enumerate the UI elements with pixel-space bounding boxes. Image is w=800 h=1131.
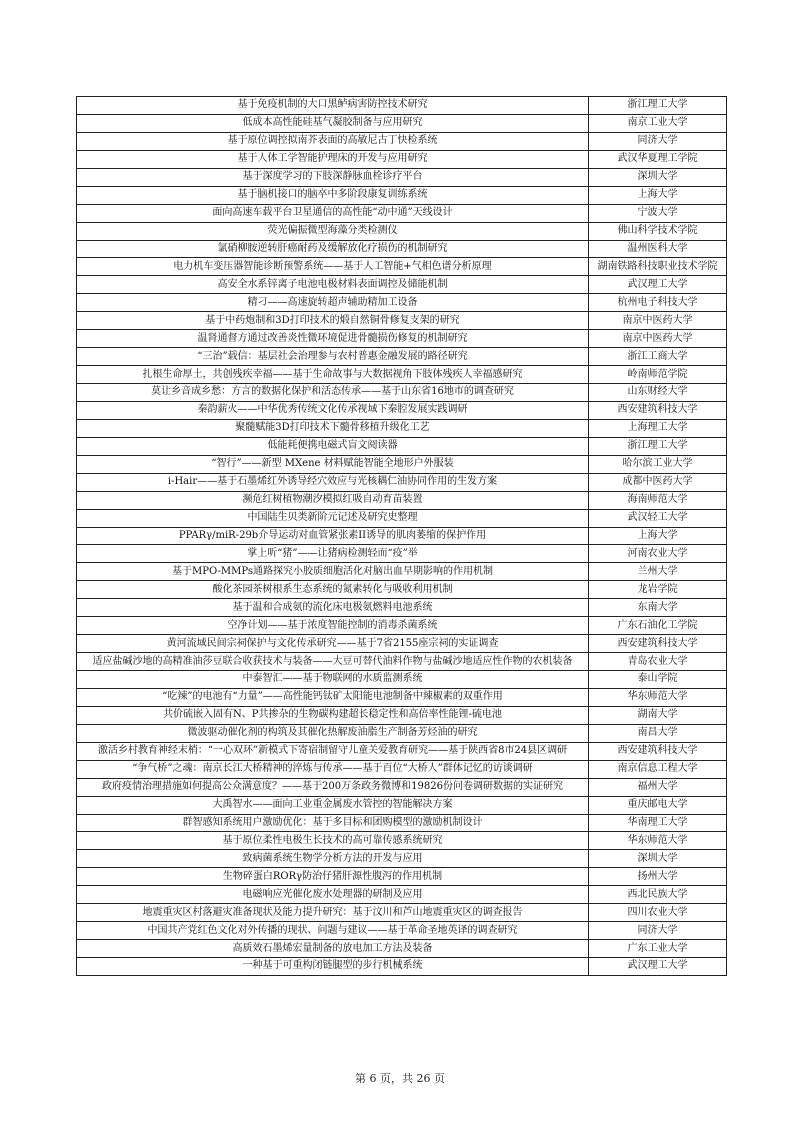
table-row [77, 688, 727, 706]
project-title-cell: 温肾通督方通过改善炎性微环境促进骨髓损伤修复的机制研究 [77, 330, 589, 348]
university-cell: 浙江理工大学 [589, 437, 727, 455]
table-row [77, 958, 727, 976]
university-cell: 龙岩学院 [589, 581, 727, 599]
table-row [77, 150, 727, 168]
table-row [77, 168, 727, 186]
university-cell: 深圳大学 [589, 850, 727, 868]
university-cell: 岭南师范学院 [589, 366, 727, 384]
table-row [77, 473, 727, 491]
university-cell: 重庆邮电大学 [589, 796, 727, 814]
university-cell: 上海大学 [589, 527, 727, 545]
project-title-cell: 中国共产党红色文化对外传播的现状、问题与建议——基于革命圣地英译的调查研究 [77, 922, 589, 940]
university-cell: 南京中医药大学 [589, 312, 727, 330]
university-cell: 上海大学 [589, 186, 727, 204]
university-cell: 华东师范大学 [589, 688, 727, 706]
project-title-cell: 电磁响应光催化废水处理器的研制及应用 [77, 886, 589, 904]
university-cell: 华东师范大学 [589, 832, 727, 850]
table-row [77, 904, 727, 922]
table-row [77, 653, 727, 671]
project-title-cell: “争气桥”之魂：南京长江大桥精神的淬炼与传承——基于百位“大桥人”群体记忆的访谈调研 [77, 760, 589, 778]
project-title-cell: 一种基于可重构闭链腿型的步行机械系统 [77, 958, 589, 976]
project-title-cell: 大禹智水——面向工业重金属废水管控的智能解决方案 [77, 796, 589, 814]
project-title-cell: “吃辣”的电池有“力量”——高性能钙钛矿太阳能电池制备中辣椒素的双重作用 [77, 688, 589, 706]
table-row [77, 419, 727, 437]
project-title-cell: 基于脑机接口的脑卒中多阶段康复训练系统 [77, 186, 589, 204]
project-title-cell: 共价硫嵌入固有N、P共掺杂的生物碳构建超长稳定性和高倍率性能锂-硫电池 [77, 706, 589, 724]
table-row [77, 348, 727, 366]
project-title-cell: 秦韵薪火——中华优秀传统文化传承视域下秦腔发展实践调研 [77, 401, 589, 419]
table-row [77, 276, 727, 294]
table-row [77, 760, 727, 778]
university-cell: 同济大学 [589, 922, 727, 940]
project-title-cell: 适应盐碱沙地的高精准油莎豆联合收获技术与装备——大豆可替代油料作物与盐碱沙地适应性作物的农机装备 [77, 653, 589, 671]
university-cell: 东南大学 [589, 599, 727, 617]
table-row [77, 384, 727, 402]
university-cell: 西安建筑科技大学 [589, 635, 727, 653]
project-title-cell: 基于温和合成氨的流化床电极氨燃料电池系统 [77, 599, 589, 617]
table-row [77, 366, 727, 384]
university-cell: 哈尔滨工业大学 [589, 455, 727, 473]
university-cell: 佛山科学技术学院 [589, 222, 727, 240]
table-row [77, 581, 727, 599]
university-cell: 山东财经大学 [589, 384, 727, 402]
table-row [77, 401, 727, 419]
table-row [77, 312, 727, 330]
project-title-cell: 中泰智汇——基于物联网的水质监测系统 [77, 671, 589, 689]
project-title-cell: “三治”载信：基层社会治理参与农村普惠金融发展的路径研究 [77, 348, 589, 366]
university-cell: 宁波大学 [589, 204, 727, 222]
project-title-cell: 高质效石墨烯宏量制备的放电加工方法及装备 [77, 940, 589, 958]
project-title-cell: 聚髓赋能3D打印技术下髓骨移植升级化工艺 [77, 419, 589, 437]
project-title-cell: 政府疫情治理措施如何提高公众满意度？——基于200万条政务微博和19826份问卷调研数据的实证研究 [77, 778, 589, 796]
university-cell: 深圳大学 [589, 168, 727, 186]
project-title-cell: 电力机车变压器智能诊断预警系统——基于人工智能+气相色谱分析原理 [77, 258, 589, 276]
project-title-cell: 面向高速车载平台卫星通信的高性能“动中通”天线设计 [77, 204, 589, 222]
table-row [77, 455, 727, 473]
project-title-cell: 酸化茶园茶树根系生态系统的氮素转化与吸收利用机制 [77, 581, 589, 599]
project-title-cell: 群智感知系统用户激励优化：基于多目标和团购模型的激励机制设计 [77, 814, 589, 832]
university-cell: 海南师范大学 [589, 491, 727, 509]
project-title-cell: 基于免疫机制的大口黑鲈病害防控技术研究 [77, 97, 589, 115]
project-title-cell: 掌上听“猪”——让猪病检测轻而“疫”举 [77, 545, 589, 563]
table-row [77, 527, 727, 545]
table-row [77, 886, 727, 904]
university-cell: 武汉华夏理工学院 [589, 150, 727, 168]
project-title-cell: 微波驱动催化剂的构筑及其催化热解废油脂生产制备芳烃油的研究 [77, 724, 589, 742]
project-title-cell: 精刁——高速旋转超声辅助精加工设备 [77, 294, 589, 312]
university-cell: 温州医科大学 [589, 240, 727, 258]
university-cell: 广东工业大学 [589, 940, 727, 958]
table-row [77, 599, 727, 617]
university-cell: 杭州电子科技大学 [589, 294, 727, 312]
project-title-cell: 高安全水系锌离子电池电极材料表面调控及储能机制 [77, 276, 589, 294]
table-row [77, 796, 727, 814]
university-cell: 西安建筑科技大学 [589, 742, 727, 760]
project-title-cell: 黄河流域民间宗祠保护与文化传承研究——基于7省2155座宗祠的实证调查 [77, 635, 589, 653]
university-cell: 湖南铁路科技职业技术学院 [589, 258, 727, 276]
project-title-cell: “智行”——新型 MXene 材料赋能智能全地形户外服装 [77, 455, 589, 473]
table-row [77, 724, 727, 742]
table-row [77, 258, 727, 276]
table-row [77, 132, 727, 150]
project-title-cell: 基于原位柔性电极生长技术的高可靠传感系统研究 [77, 832, 589, 850]
university-cell: 上海理工大学 [589, 419, 727, 437]
university-cell: 武汉轻工大学 [589, 509, 727, 527]
university-cell: 福州大学 [589, 778, 727, 796]
project-title-cell: 基于深度学习的下肢深静脉血栓诊疗平台 [77, 168, 589, 186]
university-cell: 南京工业大学 [589, 114, 727, 132]
table-row [77, 617, 727, 635]
project-title-cell: 扎根生命厚土，共创残疾幸福——基于生命故事与大数据视角下肢体残疾人幸福感研究 [77, 366, 589, 384]
table-row [77, 742, 727, 760]
project-title-cell: 地震重灾区村落避灾准备现状及能力提升研究：基于汶川和芦山地震重灾区的调查报告 [77, 904, 589, 922]
table-row [77, 922, 727, 940]
table-row [77, 437, 727, 455]
table-row [77, 222, 727, 240]
university-cell: 兰州大学 [589, 563, 727, 581]
table-row [77, 545, 727, 563]
university-cell: 河南农业大学 [589, 545, 727, 563]
table-row [77, 706, 727, 724]
table-row [77, 671, 727, 689]
table-row [77, 814, 727, 832]
table-row [77, 778, 727, 796]
university-cell: 武汉理工大学 [589, 276, 727, 294]
project-title-cell: 荧光偏振微型海藻分类检测仪 [77, 222, 589, 240]
university-cell: 湖南大学 [589, 706, 727, 724]
project-title-cell: PPARγ/miR-29b介导运动对血管紧张素II诱导的肌肉萎缩的保护作用 [77, 527, 589, 545]
university-cell: 华南理工大学 [589, 814, 727, 832]
project-title-cell: 致病菌系统生物学分析方法的开发与应用 [77, 850, 589, 868]
table-row [77, 850, 727, 868]
university-cell: 泰山学院 [589, 671, 727, 689]
university-cell: 南京中医药大学 [589, 330, 727, 348]
university-cell: 扬州大学 [589, 868, 727, 886]
project-title-cell: 基于人体工学智能护理床的开发与应用研究 [77, 150, 589, 168]
university-cell: 西北民族大学 [589, 886, 727, 904]
university-cell: 武汉理工大学 [589, 958, 727, 976]
project-title-cell: 濒危红树植物潮汐模拟红吸自动育苗装置 [77, 491, 589, 509]
project-title-cell: 基于中药炮制和3D打印技术的煅自然铜骨修复支架的研究 [77, 312, 589, 330]
table-row [77, 509, 727, 527]
project-title-cell: 基于原位调控拟南芥表面的高敏尼古丁快检系统 [77, 132, 589, 150]
university-cell: 青岛农业大学 [589, 653, 727, 671]
university-cell: 浙江理工大学 [589, 97, 727, 115]
university-cell: 四川农业大学 [589, 904, 727, 922]
table-row [77, 204, 727, 222]
university-cell: 成都中医药大学 [589, 473, 727, 491]
project-title-cell: 中国陆生贝类新阶元记述及研究史整理 [77, 509, 589, 527]
project-title-cell: 空净计划——基于浓度智能控制的消毒杀菌系统 [77, 617, 589, 635]
project-title-cell: 低成本高性能硅基气凝胶制备与应用研究 [77, 114, 589, 132]
table-row [77, 330, 727, 348]
project-title-cell: 氯硝柳胺逆转肝癌耐药及缓解放化疗损伤的机制研究 [77, 240, 589, 258]
table-row [77, 114, 727, 132]
project-table-body [77, 97, 727, 976]
table-row [77, 294, 727, 312]
project-title-cell: 低能耗便携电磁式盲文阅读器 [77, 437, 589, 455]
table-row [77, 940, 727, 958]
university-cell: 浙江工商大学 [589, 348, 727, 366]
table-row [77, 832, 727, 850]
university-cell: 西安建筑科技大学 [589, 401, 727, 419]
table-row [77, 491, 727, 509]
project-title-cell: 生物碎蛋白RORγ防治仔猪肝源性腹泻的作用机制 [77, 868, 589, 886]
project-title-cell: i-Hair——基于石墨烯红外诱导经穴效应与光核耦仁油协同作用的生发方案 [77, 473, 589, 491]
project-title-cell: 激活乡村教育神经末梢：“一心双环”新模式下寄宿制留守儿童关爱教育研究——基于陕西省8市24县区调研 [77, 742, 589, 760]
university-cell: 南京信息工程大学 [589, 760, 727, 778]
table-row [77, 97, 727, 115]
page-number: 第 6 页，共 26 页 [355, 1072, 445, 1085]
university-cell: 广东石油化工学院 [589, 617, 727, 635]
table-row [77, 186, 727, 204]
table-row [77, 868, 727, 886]
project-table [76, 96, 727, 976]
project-title-cell: 莫让乡音成乡愁：方言的数据化保护和活态传承——基于山东省16地市的调查研究 [77, 384, 589, 402]
university-cell: 同济大学 [589, 132, 727, 150]
project-title-cell: 基于MPO-MMPs通路探究小胶质细胞活化对脑出血早期影响的作用机制 [77, 563, 589, 581]
table-row [77, 240, 727, 258]
table-row [77, 635, 727, 653]
table-row [77, 563, 727, 581]
university-cell: 南昌大学 [589, 724, 727, 742]
